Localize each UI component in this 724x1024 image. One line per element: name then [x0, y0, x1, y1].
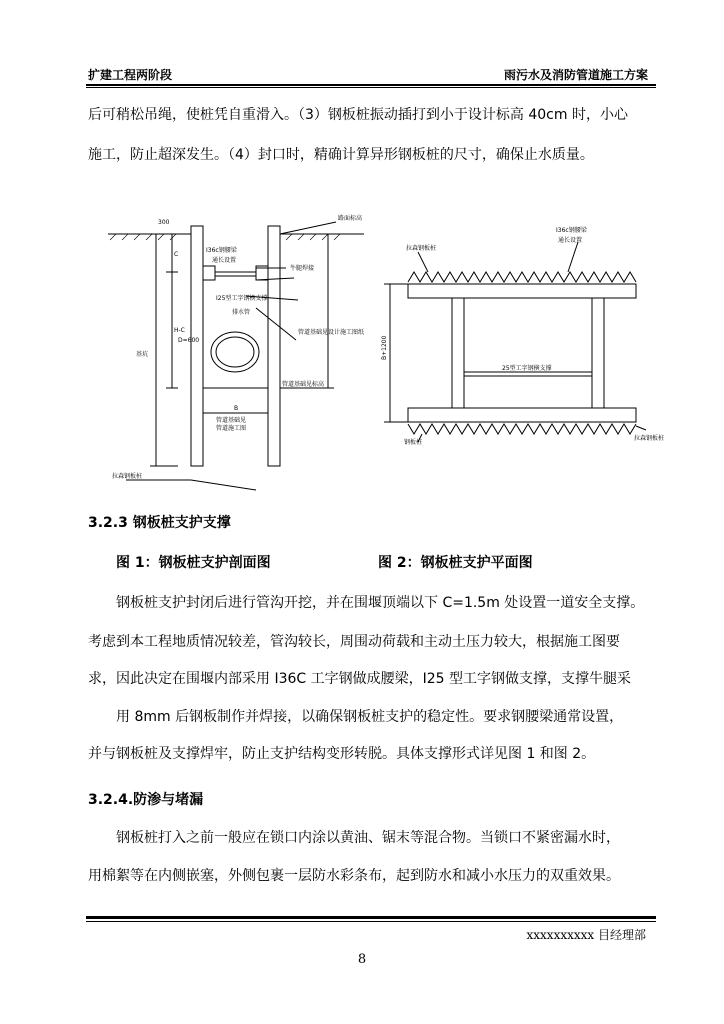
header-rule	[86, 84, 656, 86]
para1-line-2: 考虑到本工程地质情况较差，管沟较长，周围动荷载和主动土压力较大，根据施工图要	[88, 634, 620, 650]
intro-line-1: 后可稍松吊绳，使桩凭自重滑入。（3）钢板桩振动插打到小于设计标高 40cm 时，小心	[88, 107, 628, 123]
fig1-label-pipe: 排水管	[232, 309, 251, 316]
fig1-label-sheetpile: 拉森钢板桩	[112, 473, 143, 480]
fig1-label-slope: 管道基础见标高	[282, 381, 325, 388]
fig2-label-i25: 25型工字钢横支撑	[502, 365, 552, 372]
fig1-label-bedding: 管道基础见设计施工图纸	[298, 329, 365, 336]
fig1-label-through: 通长设置	[212, 257, 237, 264]
page-number: 8	[357, 952, 367, 967]
fig1-label-hc: H-C	[174, 327, 185, 334]
fig2-label-right-note: 拉森钢板桩	[634, 435, 665, 442]
fig2-label-corner: 钢板桩	[404, 439, 423, 446]
fig1-label-i36c: I36c钢腰梁	[206, 247, 237, 254]
fig2-label-sheetpile: 拉森钢板桩	[406, 245, 437, 252]
para1-line-1: 钢板桩支护封闭后进行管沟开挖，并在围堰顶端以下 C=1.5m 处设置一道安全支撑。	[116, 595, 645, 611]
figure-2-caption: 图 2：钢板桩支护平面图	[378, 555, 533, 571]
fig1-label-i25: I25型工字钢横支撑	[216, 295, 268, 302]
para2-line-2: 用棉絮等在内侧嵌塞，外侧包裹一层防水彩条布，起到防水和减小水压力的双重效果。	[88, 868, 620, 884]
para1-line-3: 求，因此决定在围堰内部采用 I36C 工字钢做成腰梁，I25 型工字钢做支撑，支撑牛腿采	[88, 671, 632, 687]
header-left: 扩建工程两阶段	[88, 68, 173, 82]
intro-line-2: 施工，防止超深发生。（4）封口时，精确计算异形钢板桩的尺寸，确保止水质量。	[88, 147, 594, 163]
fig1-label-b-note1: 管道基础见	[216, 417, 247, 424]
fig1-label-top: 300	[158, 219, 170, 226]
heading-3-2-3: 3.2.3 钢板桩支护支撑	[88, 515, 231, 531]
para1-line-4: 用 8mm 后钢板制作并焊接，以确保钢板桩支护的稳定性。要求钢腰梁通常设置，	[116, 709, 624, 725]
footer-rule-thin	[86, 921, 656, 922]
fig1-label-b-note2: 管道施工图	[216, 425, 247, 432]
figure-1-section-drawing	[106, 208, 376, 498]
fig1-label-d: D=600	[178, 337, 200, 344]
header-rule-thin	[86, 87, 656, 88]
fig1-label-ground: 路面标高	[338, 215, 363, 222]
fig1-label-bracket: 牛腿焊接	[290, 265, 315, 272]
para2-line-1: 钢板桩打入之前一般应在锁口内涂以黄油、锯末等混合物。当锁口不紧密漏水时，	[116, 830, 620, 846]
fig1-label-c: C	[174, 251, 179, 258]
para1-line-5: 并与钢板桩及支撑焊牢，防止支护结构变形转脱。具体支撑形式详见图 1 和图 2。	[88, 746, 596, 762]
fig2-label-width: B+1200	[381, 335, 388, 360]
footer-department: xxxxxxxxxx 目经理部	[526, 928, 646, 942]
fig2-label-i36c: I36c钢腰梁	[556, 227, 587, 234]
figure-2-plan-drawing	[378, 212, 668, 452]
fig1-label-b: B	[234, 405, 239, 412]
footer-rule	[86, 916, 656, 919]
fig1-label-h: 基坑	[136, 351, 149, 358]
fig2-label-through: 通长设置	[558, 237, 583, 244]
heading-3-2-4: 3.2.4.防渗与堵漏	[88, 792, 204, 808]
figure-1-caption: 图 1：钢板桩支护剖面图	[116, 555, 271, 571]
header-right: 雨污水及消防管道施工方案	[503, 68, 648, 82]
